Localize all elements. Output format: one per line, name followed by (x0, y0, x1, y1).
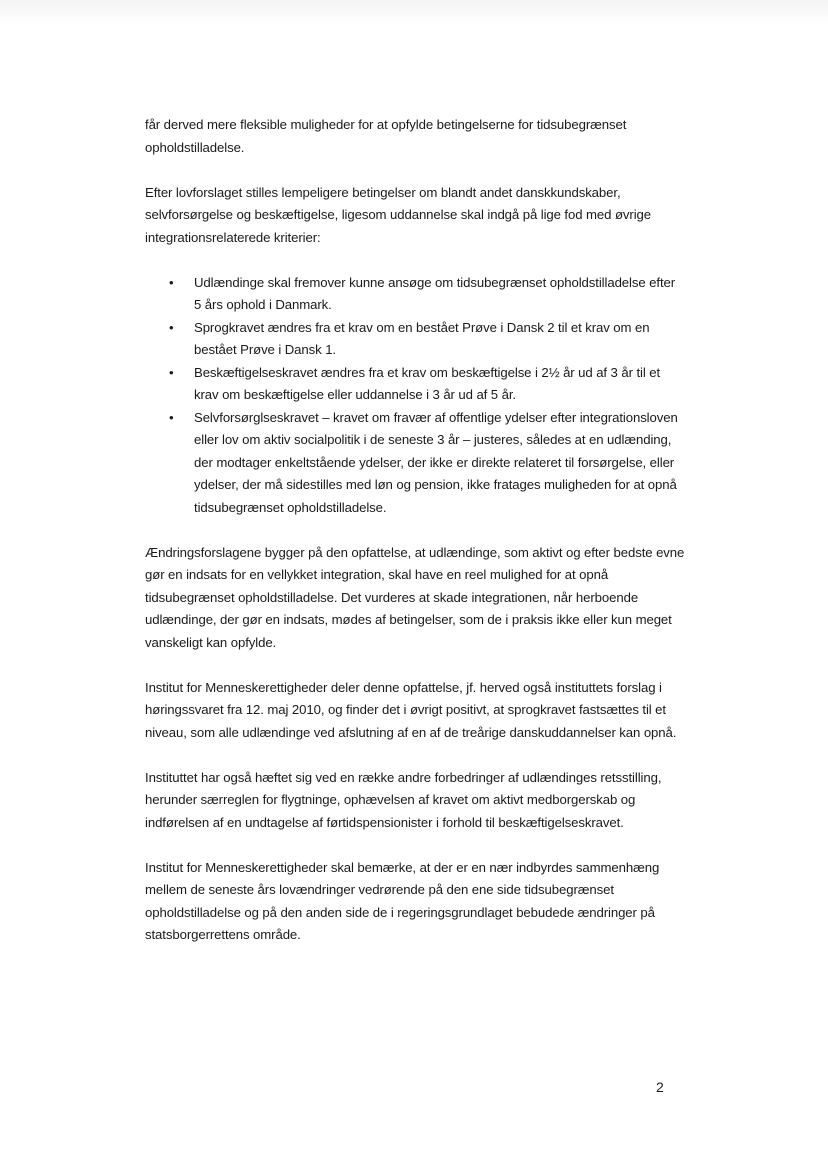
paragraph: Instituttet har også hæftet sig ved en række andre forbedringer af udlændinges retsstilling, herunder særreglen for flygtninge, ophævelsen af kravet om aktivt medborgerskab og indførelsen af en undtagelse af førtidspensionister i forhold til beskæftigelseskravet. (145, 769, 662, 830)
list-item (169, 317, 685, 362)
scan-top-edge (0, 0, 828, 26)
paragraph: Institut for Menneskerettigheder skal bemærke, at der er en nær indbyrdes sammenhæng mellem de seneste års lovændringer vedrørende på den ene side tidsubegrænset opholdstilladelse og på den anden side de i regeringsgrundlaget bebudede ændringer på statsborgerrettens område. (145, 859, 660, 942)
list-item (169, 272, 685, 317)
bullet-icon: • (169, 274, 174, 290)
page-number: 2 (656, 1079, 664, 1095)
list-item-text: Beskæftigelseskravet ændres fra et krav om beskæftigelse i 2½ år ud af 3 år til et krav om beskæftigelse eller uddannelse i 3 år ud af 5 år. (194, 364, 661, 402)
bullet-list (145, 272, 685, 520)
list-item-text: Udlændinge skal fremover kunne ansøge om tidsubegrænset opholdstilladelse efter 5 års ophold i Danmark. (194, 274, 676, 312)
paragraph: får derved mere fleksible muligheder for at opfylde betingelserne for tidsubegrænset opholdstilladelse. (145, 117, 627, 155)
list-item (169, 362, 685, 407)
list-item-text: Selvforsørglseskravet – kravet om fravær af offentlige ydelser efter integrationsloven eller lov om aktiv socialpolitik i de seneste 3 år – justeres, således at en udlænding, der modtager enkeltstående ydelser, der ikke er direkte relateret til forsørgelse, eller ydelser, der må sidestilles med løn og pension, ikke fratages muligheden for at opnå tidsubegrænset opholdstilladelse. (194, 409, 678, 515)
list-item-text: Sprogkravet ændres fra et krav om en bestået Prøve i Dansk 2 til et krav om en bestået Prøve i Dansk 1. (194, 319, 650, 357)
paragraph: Efter lovforslaget stilles lempeligere betingelser om blandt andet danskkundskaber, selvforsørgelse og beskæftigelse, ligesom uddannelse skal indgå på lige fod med øvrige integrationsrelaterede kriterier: (145, 184, 651, 245)
bullet-icon: • (169, 409, 174, 425)
list-item (169, 407, 685, 520)
paragraph: Institut for Menneskerettigheder deler denne opfattelse, jf. herved også instituttets forslag i høringssvaret fra 12. maj 2010, og finder det i øvrigt positivt, at sprogkravet fastsættes til et niveau, som alle udlændinge ved afslutning af en af de treårige danskuddannelser kan opnå. (145, 679, 677, 740)
paragraph: Ændringsforslagene bygger på den opfattelse, at udlændinge, som aktivt og efter bedste evne gør en indsats for en vellykket integration, skal have en reel mulighed for at opnå tidsubegrænset opholdstilladelse. Det vurderes at skade integrationen, når herboende udlændinge, der gør en indsats, mødes af betingelser, som de i praksis ikke eller kun meget vanskeligt kan opfylde. (145, 544, 685, 650)
bullet-icon: • (169, 364, 174, 380)
bullet-icon: • (169, 319, 174, 335)
document-body (145, 114, 685, 969)
